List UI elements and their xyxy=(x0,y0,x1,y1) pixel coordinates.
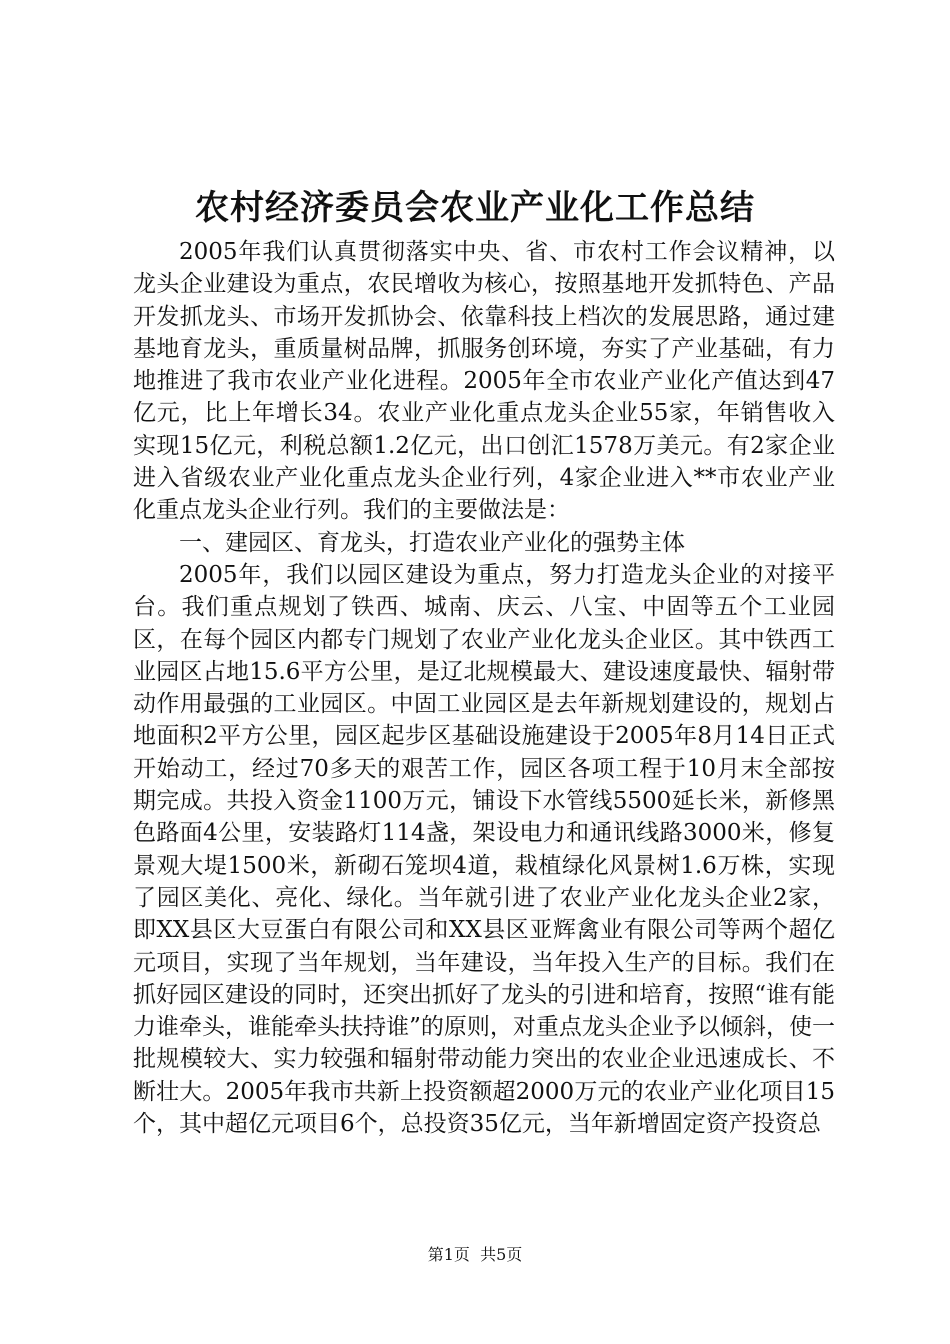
paragraph-section-1: 2005年，我们以园区建设为重点，努力打造龙头企业的对接平台。我们重点规划了铁西、城南、庆云、八宝、中固等五个工业园区，在每个园区内都专门规划了农业产业化龙头企业区。其中铁西工业园区占地15.6平方公里，是辽北规模最大、建设速度最快、辐射带动作用最强的工业园区。中固工业园区是去年新规划建设的，规划占地面积2平方公里，园区起步区基础设施建设于2005年8月14日正式开始动工，经过70多天的艰苦工作，园区各项工程于10月末全部按期完成。共投入资金1100万元，铺设下水管线5500延长米，新修黑色路面4公里，安装路灯114盏，架设电力和通讯线路3000米，修复景观大堤1500米，新砌石笼坝4道，栽植绿化风景树1.6万株，实现了园区美化、亮化、绿化。当年就引进了农业产业化龙头企业2家，即XX县区大豆蛋白有限公司和XX县区亚辉禽业有限公司等两个超亿元项目，实现了当年规划，当年建设，当年投入生产的目标。我们在抓好园区建设的同时，还突出抓好了龙头的引进和培育，按照“谁有能力谁牵头，谁能牵头扶持谁”的原则，对重点龙头企业予以倾斜，使一批规模较大、实力较强和辐射带动能力突出的农业企业迅速成长、不断壮大。2005年我市共新上投资额超2000万元的农业产业化项目15个，其中超亿元项目6个，总投资35亿元，当年新增固定资产投资总 xyxy=(133,561,835,1138)
document-body xyxy=(133,236,835,1140)
section-heading-1: 一、建园区、育龙头，打造农业产业化的强势主体 xyxy=(179,529,685,556)
document-title: 农村经济委员会农业产业化工作总结 xyxy=(195,188,755,228)
page-number: 第1页 xyxy=(427,1245,470,1264)
page-total: 共5页 xyxy=(480,1245,523,1264)
paragraph-intro: 2005年我们认真贯彻落实中央、省、市农村工作会议精神，以龙头企业建设为重点，农民增收为核心，按照基地开发抓特色、产品开发抓龙头、市场开发抓协会、依靠科技上档次的发展思路，通过建基地育龙头，重质量树品牌，抓服务创环境，夯实了产业基础，有力地推进了我市农业产业化进程。2005年全市农业产业化产值达到47亿元，比上年增长34。农业产业化重点龙头企业55家，年销售收入实现15亿元，利税总额1.2亿元，出口创汇1578万美元。有2家企业进入省级农业产业化重点龙头企业行列，4家企业进入**市农业产业化重点龙头企业行列。我们的主要做法是： xyxy=(133,239,835,524)
footer-spacer xyxy=(470,1245,480,1264)
page-footer xyxy=(0,1244,950,1266)
